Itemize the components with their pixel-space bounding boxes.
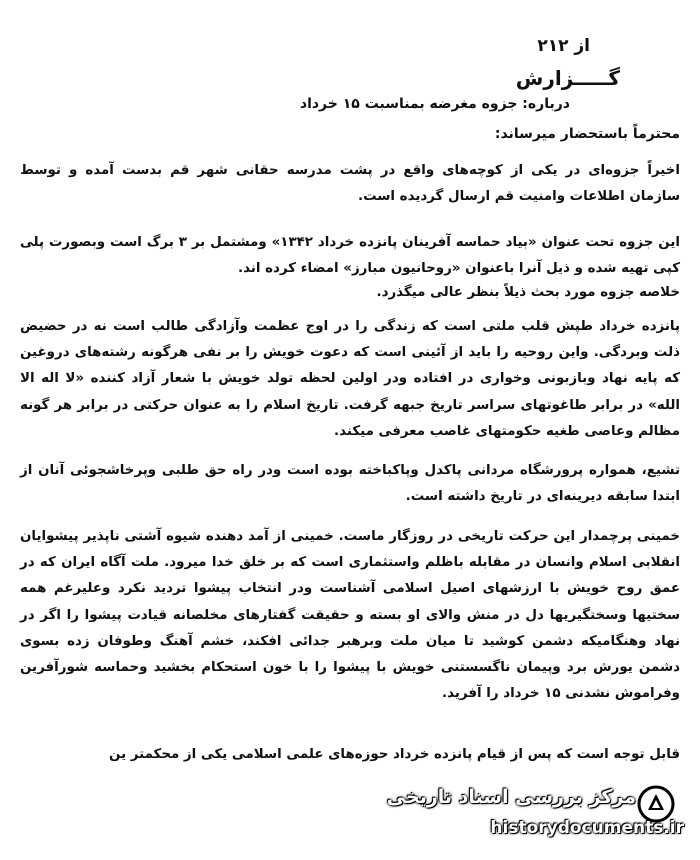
- paragraph-fifteen-khordad: پانزده خرداد طپش قلب ملتی است که زندگی را در اوج عظمت وآزادگی طالب است نه در حضیض ذلت وبردگی. واین روحیه را باید از آئینی است که دعوت خویش را بر نفی هرگونه رشته‌های دروغین که پایه نهاد وبازبونی وخواری در افتاده ودر اولین لحظه تولد خویش با شعار آزاد کننده «لا اله الا الله» در برابر طاغوتهای سراسر تاریخ جبهه گرفت. تاریخ اسلام را به عنوان حرکتی در برابر هر گونه مظالم وعاصی طغیه حکومتهای غاصب معرفی میکند.: [20, 319, 680, 439]
- paragraph-pamphlet-description: این جزوه تحت عنوان «بیاد حماسه آفرینان پانزده خرداد ۱۳۴۲» ومشتمل بر ۳ برگ است وبصورت پلی کپی تهیه شده و ذیل آنرا باعنوان «روحانیون مبارز» امضاء کرده اند.: [20, 235, 680, 277]
- paragraph-shiism: تشیع، همواره پرورشگاه مردانی پاکدل وپاکباخته بوده است ودر راه حق طلبی وپرخاشجوئی آنان از ابتدا سابقه دیرینه‌ای در تاریخ داشته است.: [20, 463, 680, 505]
- salutation: محترماً باستحضار میرساند:: [494, 126, 680, 142]
- watermark-url: historydocuments.ir: [490, 818, 684, 838]
- document-title: گـــــزارش: [515, 66, 620, 90]
- paragraph-continuation: قابل توجه است که پس از قیام پانزده خرداد حوزه‌های علمی اسلامی یکی از محکمتر ین: [109, 747, 680, 762]
- paragraph-summary-intro: خلاصه جزوه مورد بحث ذیلاً بنظر عالی میگذرد.: [376, 285, 680, 300]
- page-number: از ۲۱۲: [537, 36, 590, 56]
- paragraph-khomeini: خمینی پرچمدار این حرکت تاریخی در روزگار ماست. خمینی از آمد دهنده شیوه آشتی ناپذیر پیشوایان انقلابی اسلام وانسان در مقابله باظلم واستثماری است که بر خلق خدا میرود. ملت آگاه ایران که در عمق روح خویش با ارزشهای اصیل اسلامی آشناست ودر انتخاب پیشوا تردید نکرد وعلیرغم همه سختیها وسختگیریها دل در منش والای او بسته و حقیقت گفتارهای مخلصانه قیادت پیشوا را اگر در نهاد وهنگامیکه دشمن کوشید تا میان ملت وبرهبر جدائی افکند، خشم آهنگ وطوفان زده بسوی دشمن یورش برد وپیمان ناگسستنی خویش با پیشوا را با خون استحکام بخشید وحماسه شورآفرین وفراموش نشدنی ۱۵ خرداد را آفرید.: [20, 529, 680, 702]
- subject-line: درباره: جزوه مغرضه بمناسبت ۱۵ خرداد: [299, 96, 570, 112]
- watermark: [386, 782, 688, 852]
- paragraph-discovery: اخیراً جزوه‌ای در یکی از کوچه‌های واقع در پشت مدرسه حقانی شهر قم بدست آمده و توسط سازمان اطلاعات وامنیت قم ارسال گردیده است.: [20, 163, 680, 205]
- watermark-org-name: مرکز بررسی اسناد تاریخی: [386, 786, 636, 808]
